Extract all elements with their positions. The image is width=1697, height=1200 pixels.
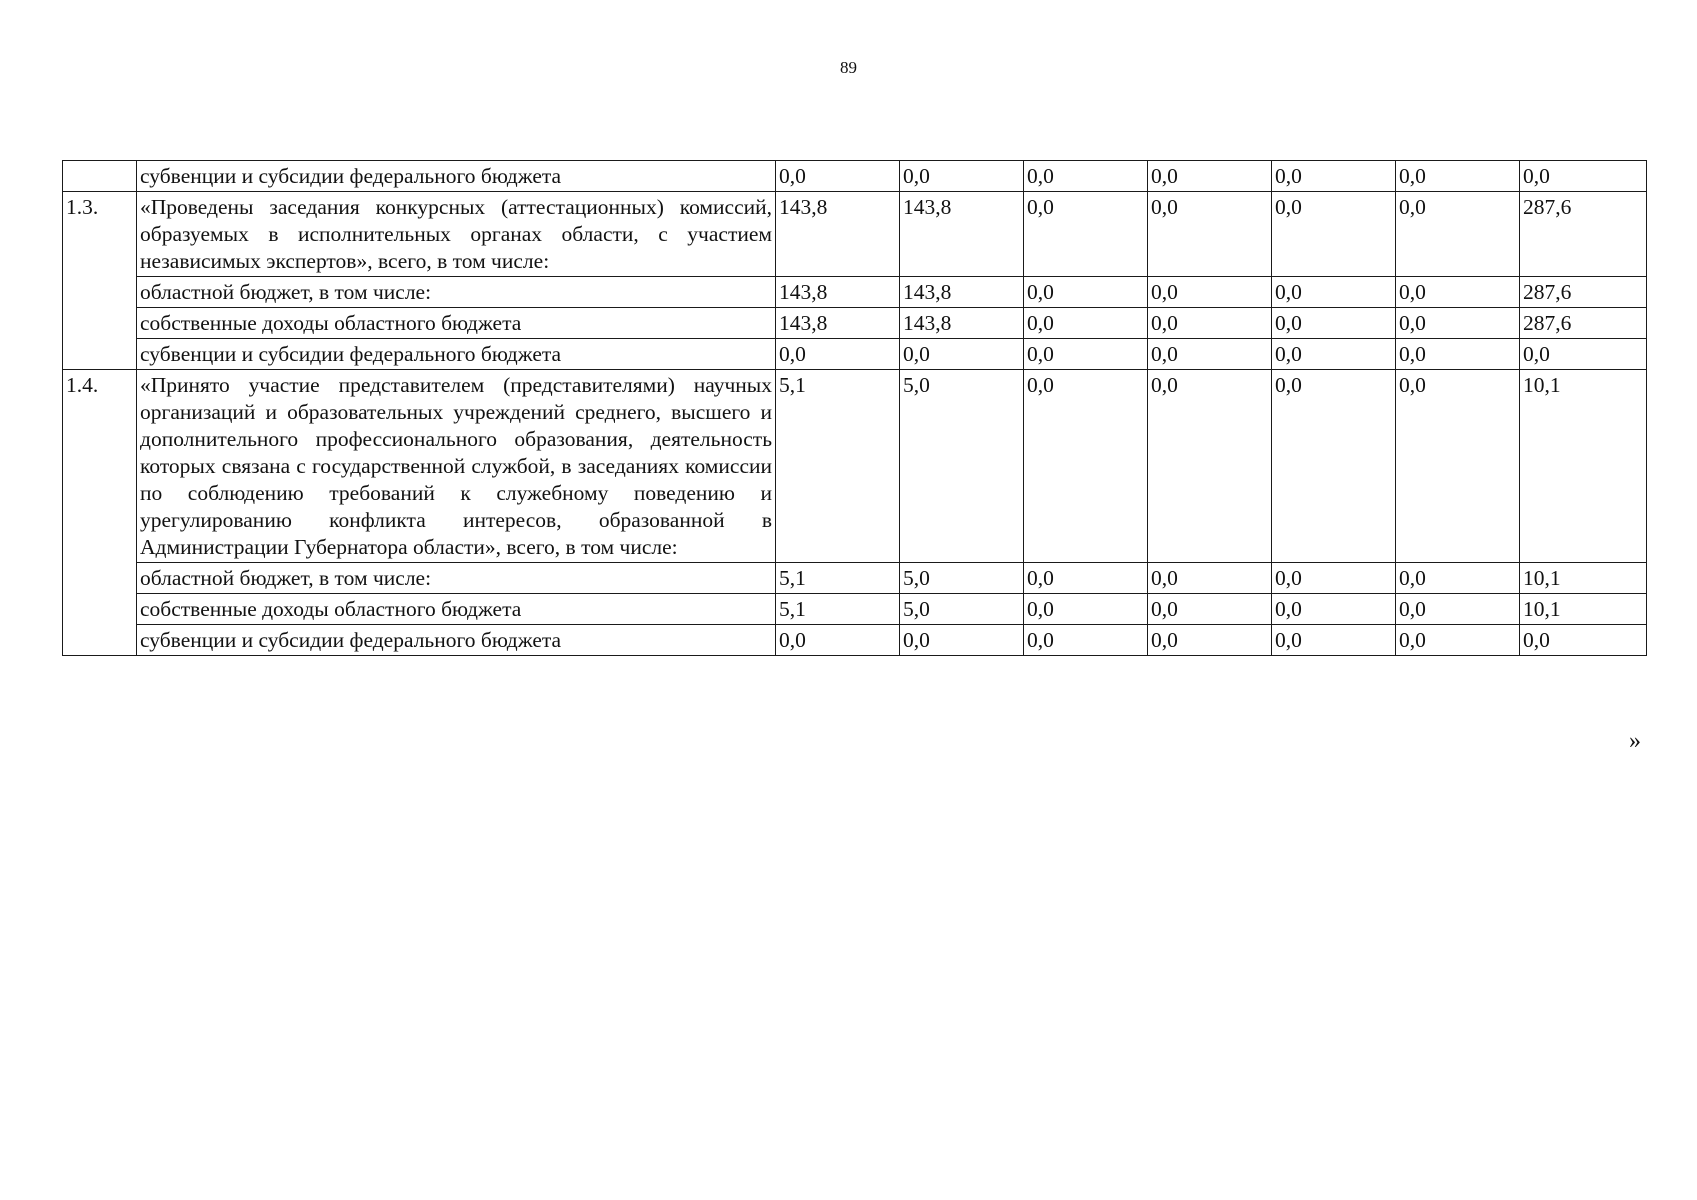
value-cell: 0,0 — [1272, 370, 1396, 563]
value-cell: 0,0 — [1148, 192, 1272, 277]
value-cell: 0,0 — [1148, 370, 1272, 563]
table-row — [63, 594, 1647, 625]
table-body — [63, 161, 1647, 656]
row-label: субвенции и субсидии федерального бюджета — [137, 161, 776, 192]
value-cell: 0,0 — [1396, 161, 1520, 192]
row-label: собственные доходы областного бюджета — [137, 308, 776, 339]
value-cell: 0,0 — [1148, 625, 1272, 656]
item-index: 1.4. — [63, 370, 137, 656]
item-index — [63, 161, 137, 192]
value-cell: 0,0 — [900, 161, 1024, 192]
value-cell: 0,0 — [900, 625, 1024, 656]
value-cell: 143,8 — [900, 308, 1024, 339]
value-cell: 0,0 — [1396, 192, 1520, 277]
value-cell: 0,0 — [1396, 563, 1520, 594]
table-row — [63, 277, 1647, 308]
table-row — [63, 625, 1647, 656]
value-cell: 5,0 — [900, 370, 1024, 563]
value-cell: 5,1 — [776, 594, 900, 625]
value-cell: 0,0 — [1148, 339, 1272, 370]
row-label: областной бюджет, в том числе: — [137, 277, 776, 308]
page-number: 89 — [840, 58, 857, 77]
table-row — [63, 161, 1647, 192]
value-cell: 143,8 — [776, 308, 900, 339]
value-cell: 143,8 — [776, 277, 900, 308]
closing-quote-mark: » — [1629, 728, 1641, 754]
value-cell: 0,0 — [1148, 161, 1272, 192]
value-cell: 0,0 — [1272, 192, 1396, 277]
value-cell: 0,0 — [1024, 308, 1148, 339]
value-cell: 0,0 — [1024, 625, 1148, 656]
value-cell: 143,8 — [776, 192, 900, 277]
value-cell: 5,1 — [776, 563, 900, 594]
total-cell: 287,6 — [1520, 308, 1647, 339]
row-label: областной бюджет, в том числе: — [137, 563, 776, 594]
value-cell: 0,0 — [900, 339, 1024, 370]
table-row — [63, 308, 1647, 339]
total-cell: 10,1 — [1520, 370, 1647, 563]
row-label: субвенции и субсидии федерального бюджета — [137, 625, 776, 656]
value-cell: 0,0 — [1396, 339, 1520, 370]
row-label: собственные доходы областного бюджета — [137, 594, 776, 625]
value-cell: 0,0 — [1148, 594, 1272, 625]
value-cell: 0,0 — [1272, 277, 1396, 308]
value-cell: 0,0 — [1024, 563, 1148, 594]
total-cell: 0,0 — [1520, 625, 1647, 656]
value-cell: 0,0 — [1024, 277, 1148, 308]
value-cell: 0,0 — [1024, 339, 1148, 370]
row-label: «Проведены заседания конкурсных (аттестационных) комиссий, образуемых в исполнительных органах области, с участием независимых экспертов», всего, в том числе: — [137, 192, 776, 277]
value-cell: 0,0 — [1396, 277, 1520, 308]
total-cell: 287,6 — [1520, 277, 1647, 308]
value-cell: 5,0 — [900, 594, 1024, 625]
value-cell: 0,0 — [776, 625, 900, 656]
row-label: «Принято участие представителем (представителями) научных организаций и образовательных учреждений среднего, высшего и дополнительного профессионального образования, деятельность которых связана с государственной службой, в заседаниях комиссии по соблюдению требований к служебному поведению и урегулированию конфликта интересов, образованной в Администрации Губернатора области», всего, в том числе: — [137, 370, 776, 563]
table-row — [63, 563, 1647, 594]
total-cell: 0,0 — [1520, 339, 1647, 370]
value-cell: 0,0 — [1272, 339, 1396, 370]
row-label: субвенции и субсидии федерального бюджета — [137, 339, 776, 370]
value-cell: 0,0 — [1396, 308, 1520, 339]
value-cell: 0,0 — [1024, 594, 1148, 625]
budget-table — [62, 160, 1647, 656]
value-cell: 0,0 — [1272, 161, 1396, 192]
value-cell: 0,0 — [1396, 594, 1520, 625]
value-cell: 0,0 — [1148, 563, 1272, 594]
table-row — [63, 370, 1647, 563]
item-index: 1.3. — [63, 192, 137, 370]
value-cell: 0,0 — [776, 339, 900, 370]
value-cell: 143,8 — [900, 277, 1024, 308]
total-cell: 0,0 — [1520, 161, 1647, 192]
table-row — [63, 192, 1647, 277]
value-cell: 0,0 — [1024, 192, 1148, 277]
value-cell: 0,0 — [1024, 370, 1148, 563]
total-cell: 10,1 — [1520, 563, 1647, 594]
value-cell: 0,0 — [1272, 308, 1396, 339]
value-cell: 0,0 — [776, 161, 900, 192]
value-cell: 0,0 — [1396, 370, 1520, 563]
value-cell: 143,8 — [900, 192, 1024, 277]
value-cell: 0,0 — [1396, 625, 1520, 656]
value-cell: 0,0 — [1272, 625, 1396, 656]
total-cell: 10,1 — [1520, 594, 1647, 625]
total-cell: 287,6 — [1520, 192, 1647, 277]
value-cell: 0,0 — [1272, 594, 1396, 625]
value-cell: 0,0 — [1148, 308, 1272, 339]
table-row — [63, 339, 1647, 370]
value-cell: 0,0 — [1272, 563, 1396, 594]
value-cell: 0,0 — [1148, 277, 1272, 308]
value-cell: 5,0 — [900, 563, 1024, 594]
value-cell: 5,1 — [776, 370, 900, 563]
value-cell: 0,0 — [1024, 161, 1148, 192]
